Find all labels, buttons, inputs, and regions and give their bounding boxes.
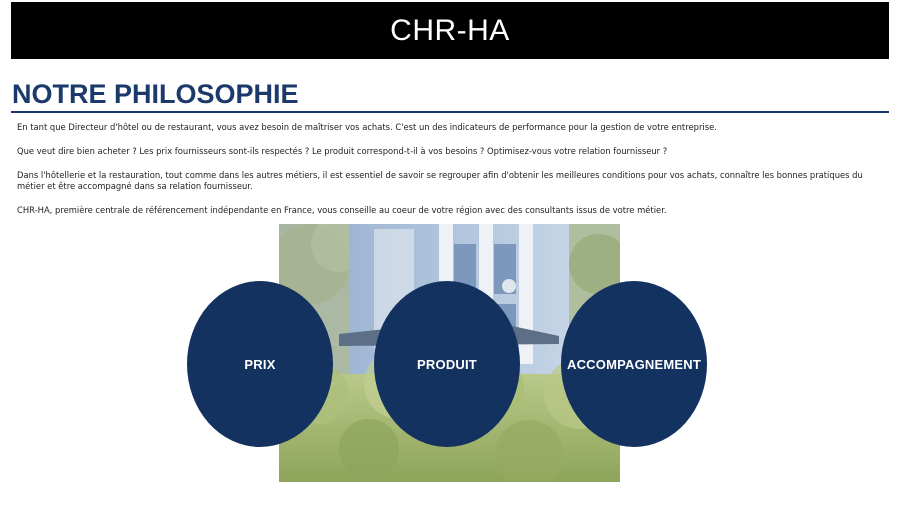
brand-banner <box>11 2 889 59</box>
pillar-prix <box>187 281 333 447</box>
pillar-produit <box>374 281 520 447</box>
title-divider <box>11 111 889 113</box>
paragraph-company: CHR-HA, première centrale de référencement indépendante en France, vous conseille au coeur de votre région avec des consultants issus de votre métier. <box>17 205 667 215</box>
pillar-accompagnement-label: ACCOMPAGNEMENT <box>567 356 701 372</box>
brand-name: CHR-HA <box>390 13 510 47</box>
pillar-produit-label: PRODUIT <box>417 356 477 372</box>
pillar-prix-label: PRIX <box>244 356 276 372</box>
page-title: NOTRE PHILOSOPHIE <box>12 79 299 109</box>
paragraph-grouping: Dans l'hôtellerie et la restauration, tout comme dans les autres métiers, il est essentiel de savoir se regrouper afin d'obtenir les meilleures conditions pour vos achats, connaître les bonnes pratiques du métier et être accompagné dans sa relation fournisseur. <box>17 170 863 191</box>
paragraph-questions: Que veut dire bien acheter ? Les prix fournisseurs sont-ils respectés ? Le produit correspond-t-il à vos besoins ? Optimisez-vous votre relation fournisseur ? <box>17 146 668 156</box>
pillar-accompagnement <box>561 281 707 447</box>
intro-text <box>17 122 877 229</box>
paragraph-management: En tant que Directeur d'hôtel ou de restaurant, vous avez besoin de maîtriser vos achats. C'est un des indicateurs de performance pour la gestion de votre entreprise. <box>17 122 717 132</box>
